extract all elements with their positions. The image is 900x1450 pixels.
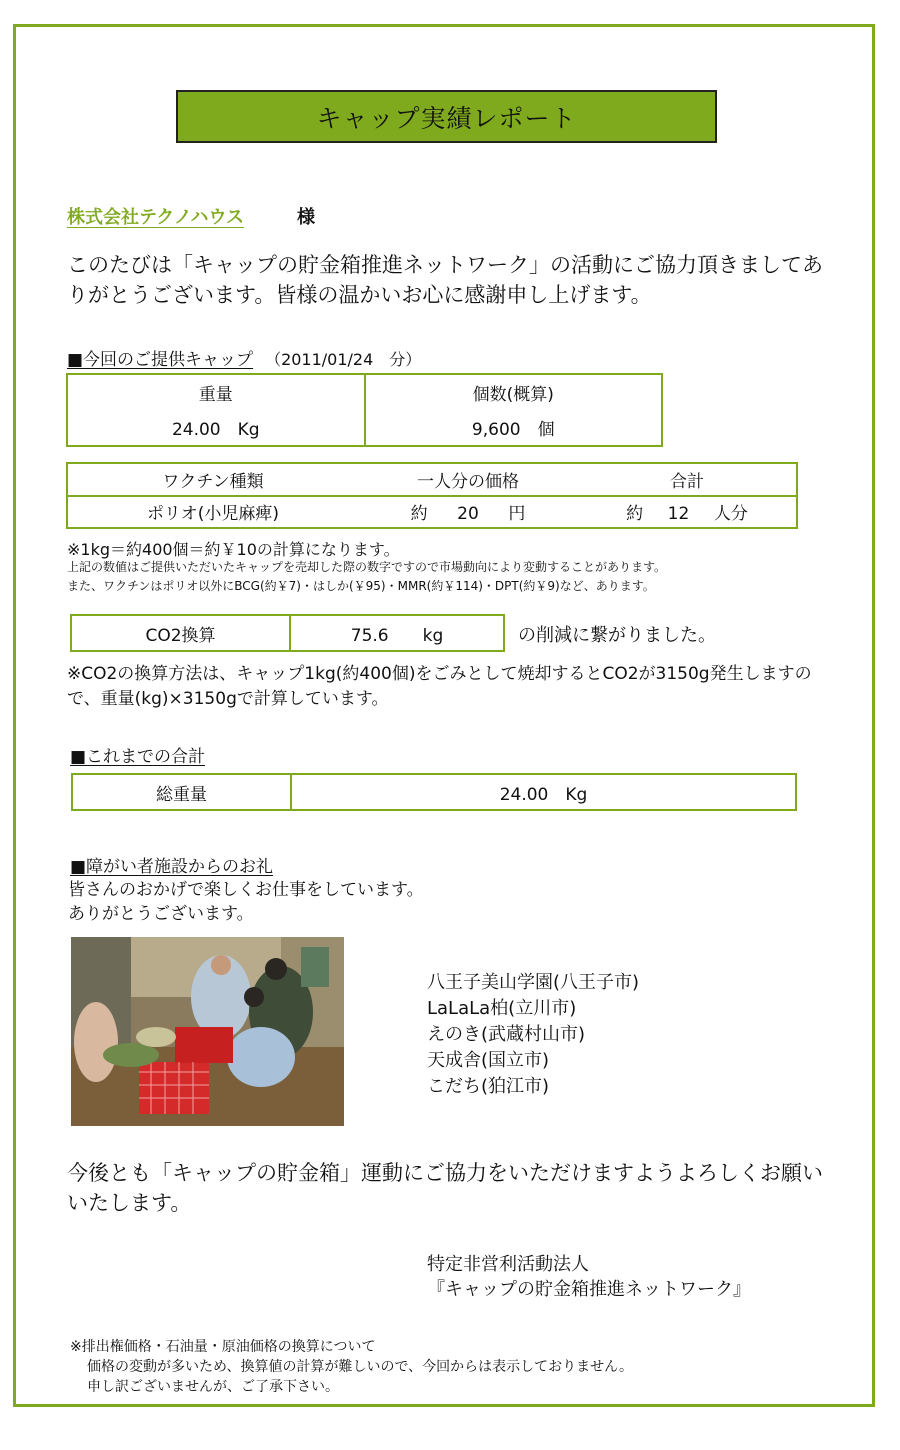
market-note: 上記の数値はご提供いただいたキャップを売却した際の数字ですので市場動向により変動することがあります。 <box>67 560 667 574</box>
current-caps-table <box>66 373 663 447</box>
conversion-note: ※1kg＝約400個＝約￥10の計算になります。 <box>67 540 400 559</box>
co2-reduction-text: の削減に繋がりました。 <box>518 625 716 646</box>
vaccine-name: ポリオ(小児麻痺) <box>67 496 358 529</box>
count-value: 9,600 個 <box>365 410 663 446</box>
thanks-message: このたびは「キャップの貯金箱推進ネットワーク」の活動にご協力頂きましてありがとうございます。皆様の温かいお心に感謝申し上げます。 <box>67 253 823 307</box>
list-item: LaLaLa柏(立川市) <box>427 998 577 1019</box>
vaccine-total-header: 合計 <box>670 471 704 492</box>
price-prefix: 約 <box>410 504 428 525</box>
closing-message: 今後とも「キャップの貯金箱」運動にご協力をいただけますようよろしくお願いいたします。 <box>67 1161 823 1215</box>
total-weight-value: 24.00 Kg <box>291 774 796 810</box>
total-unit: 人分 <box>713 504 748 525</box>
weight-value: 24.00 Kg <box>171 420 260 440</box>
workshop-photo <box>71 937 344 1126</box>
recipient-company: 株式会社テクノハウス <box>67 207 244 228</box>
table-row <box>71 615 504 651</box>
list-item: こだち(狛江市) <box>427 1076 550 1097</box>
total-prefix: 約 <box>626 504 644 525</box>
report-title: キャップ実績レポート <box>176 90 717 143</box>
facility-thanks-line2: ありがとうございます。 <box>68 904 254 924</box>
weight-header: 重量 <box>198 385 233 405</box>
table-row <box>67 410 662 446</box>
table-row <box>72 774 796 810</box>
table-row <box>67 463 797 496</box>
vaccine-total <box>578 496 797 529</box>
recipient-honorific: 様 <box>297 207 315 228</box>
footnote-line2: 価格の変動が多いため、換算値の計算が難しいので、今回からは表示しておりません。 <box>87 1359 633 1375</box>
total-weight-label: 総重量 <box>156 784 207 805</box>
table-row <box>67 374 662 410</box>
facility-thanks-line1: 皆さんのおかげで楽しくお仕事をしています。 <box>68 880 424 900</box>
price-value: 20 <box>457 504 479 525</box>
list-item: 天成舎(国立市) <box>427 1050 550 1071</box>
footnote-line3: 申し訳ございませんが、ご了承下さい。 <box>87 1379 339 1395</box>
list-item: えのき(武蔵村山市) <box>427 1024 586 1045</box>
co2-method-note: ※CO2の換算方法は、キャップ1kg(約400個)をごみとして焼却するとCO2が3150g発生しますので、重量(kg)×3150gで計算しています。 <box>67 664 812 709</box>
organization-name: 『キャップの貯金箱推進ネットワーク』 <box>427 1279 751 1300</box>
facility-thanks-heading: ■障がい者施設からのお礼 <box>70 857 274 877</box>
co2-label: CO2換算 <box>145 625 216 646</box>
co2-table <box>70 614 505 652</box>
totals-table <box>71 773 797 811</box>
facility-list <box>427 970 639 1100</box>
current-section-heading <box>67 345 421 370</box>
vaccine-price-header: 一人分の価格 <box>417 471 519 492</box>
organization-type: 特定非営利活動法人 <box>427 1254 589 1275</box>
vaccine-type-header: ワクチン種類 <box>162 471 264 492</box>
current-heading-text: ■今回のご提供キャップ <box>67 350 254 370</box>
count-header: 個数(概算) <box>365 374 663 410</box>
price-unit: 円 <box>508 504 526 525</box>
footnote-line1: ※排出権価格・石油量・原油価格の換算について <box>70 1339 376 1355</box>
current-date-note: （2011/01/24 分） <box>265 350 422 369</box>
vaccine-price <box>358 496 578 529</box>
other-vaccines-note: また、ワクチンはポリオ以外にBCG(約￥7)・はしか(￥95)・MMR(約￥114)・DPT(約￥9)など、あります。 <box>67 579 655 593</box>
footnote <box>70 1337 633 1397</box>
total-value: 12 <box>667 504 690 525</box>
co2-value: 75.6 kg <box>290 615 504 651</box>
organization-block <box>427 1252 751 1302</box>
vaccine-table <box>66 462 798 529</box>
list-item: 八王子美山学園(八王子市) <box>427 972 640 993</box>
table-row <box>67 496 797 529</box>
totals-heading: ■これまでの合計 <box>70 747 206 767</box>
